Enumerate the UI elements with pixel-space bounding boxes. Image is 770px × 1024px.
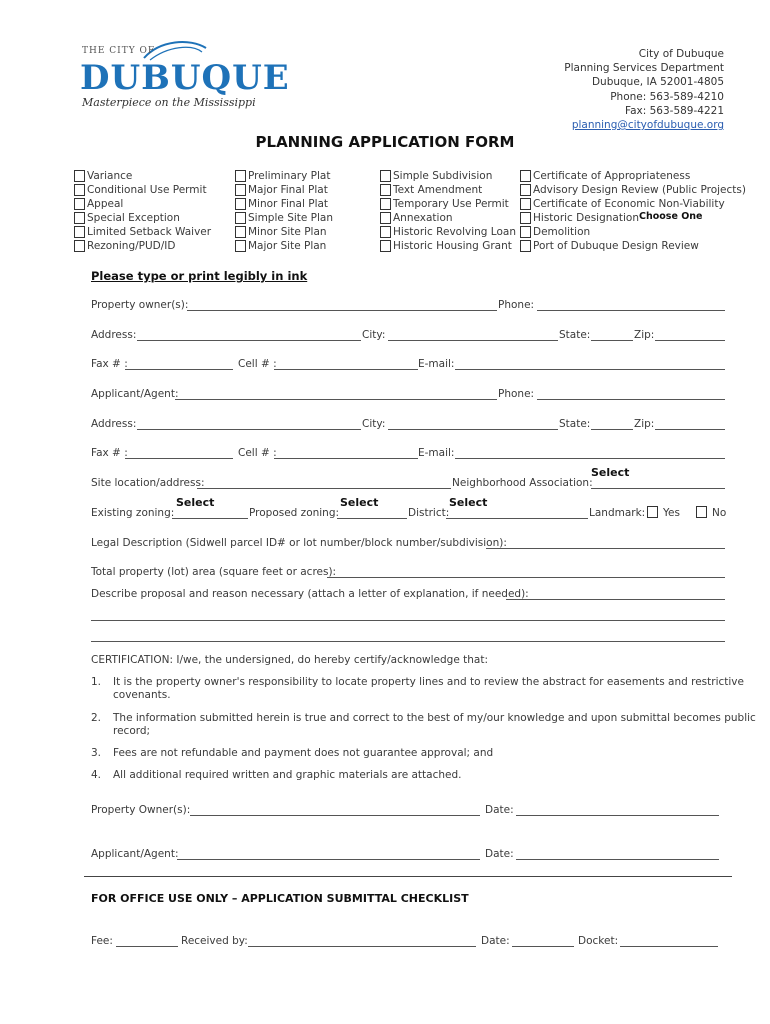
input-applicant-email[interactable] <box>455 458 725 459</box>
checkbox-historic-housing-grant[interactable] <box>380 240 391 252</box>
label-minor-site-plan: Minor Site Plan <box>248 226 327 238</box>
cert-item-2-num: 2. <box>91 712 102 724</box>
logo-name: DUBUQUE <box>80 58 290 98</box>
cert-item-1-line1: It is the property owner's responsibility to locate property lines and to review the abstract for easements and restrictive <box>113 676 744 688</box>
label-applicant: Applicant/Agent: <box>91 388 179 400</box>
checkbox-landmark-yes[interactable] <box>647 506 658 518</box>
input-property-owners[interactable] <box>187 310 497 311</box>
historic-designation-select[interactable]: Choose One <box>639 211 703 222</box>
label-applicant-fax: Fax # : <box>91 447 128 459</box>
cert-item-3-num: 3. <box>91 747 102 759</box>
label-neighborhood-association: Neighborhood Association: <box>452 477 593 489</box>
input-existing-zoning[interactable] <box>172 518 248 519</box>
dept-fax: Fax: 563-589-4221 <box>625 104 724 117</box>
logo-tagline: Masterpiece on the Mississippi <box>82 96 256 109</box>
input-describe-line-2[interactable] <box>91 620 725 621</box>
input-owner-city[interactable] <box>388 340 558 341</box>
label-sig-applicant-date: Date: <box>485 848 514 860</box>
input-applicant-phone[interactable] <box>537 399 725 400</box>
checkbox-annexation[interactable] <box>380 212 391 224</box>
checkbox-demolition[interactable] <box>520 226 531 238</box>
label-proposed-zoning: Proposed zoning: <box>249 507 340 519</box>
label-owner-address: Address: <box>91 329 137 341</box>
label-conditional-use-permit: Conditional Use Permit <box>87 184 207 196</box>
label-historic-revolving-loan: Historic Revolving Loan <box>393 226 516 238</box>
label-total-area: Total property (lot) area (square feet or acres): <box>91 566 337 578</box>
label-certificate-economic-non-viability: Certificate of Economic Non-Viability <box>533 198 725 210</box>
label-major-final-plat: Major Final Plat <box>248 184 328 196</box>
cert-item-1-num: 1. <box>91 676 102 688</box>
label-owner-phone: Phone: <box>498 299 535 311</box>
label-legal-description: Legal Description (Sidwell parcel ID# or lot number/block number/subdivision): <box>91 537 507 549</box>
input-owner-cell[interactable] <box>274 369 418 370</box>
checkbox-variance[interactable] <box>74 170 85 182</box>
checkbox-major-site-plan[interactable] <box>235 240 246 252</box>
label-applicant-address: Address: <box>91 418 137 430</box>
label-sig-applicant: Applicant/Agent: <box>91 848 179 860</box>
label-site-location: Site location/address: <box>91 477 205 489</box>
input-sig-applicant[interactable] <box>177 859 480 860</box>
checkbox-major-final-plat[interactable] <box>235 184 246 196</box>
label-owner-zip: Zip: <box>634 329 655 341</box>
checkbox-appeal[interactable] <box>74 198 85 210</box>
cert-item-4-line1: All additional required written and graphic materials are attached. <box>113 769 462 781</box>
label-preliminary-plat: Preliminary Plat <box>248 170 331 182</box>
dept-phone: Phone: 563-589-4210 <box>610 90 724 103</box>
input-owner-zip[interactable] <box>655 340 725 341</box>
input-district[interactable] <box>446 518 588 519</box>
input-sig-applicant-date[interactable] <box>516 859 719 860</box>
label-landmark: Landmark: <box>589 507 646 519</box>
checkbox-conditional-use-permit[interactable] <box>74 184 85 196</box>
cert-item-2-line1: The information submitted herein is true and correct to the best of my/our knowledge and upon submittal becomes public <box>113 712 756 724</box>
dept-line3: Dubuque, IA 52001-4805 <box>591 76 724 89</box>
label-office-date: Date: <box>481 935 510 947</box>
department-contact <box>564 47 724 132</box>
label-appeal: Appeal <box>87 198 124 210</box>
checkbox-historic-revolving-loan[interactable] <box>380 226 391 238</box>
certification-heading: CERTIFICATION: I/we, the undersigned, do hereby certify/acknowledge that: <box>91 654 489 666</box>
checkbox-minor-final-plat[interactable] <box>235 198 246 210</box>
label-district: District: <box>408 507 450 519</box>
label-sig-property-owner: Property Owner(s): <box>91 804 191 816</box>
label-rezoning: Rezoning/PUD/ID <box>87 240 176 252</box>
proposed-zoning-select[interactable]: Select <box>340 496 379 509</box>
input-proposed-zoning[interactable] <box>337 518 407 519</box>
input-owner-state[interactable] <box>591 340 633 341</box>
form-title: PLANNING APPLICATION FORM <box>255 133 515 151</box>
input-office-date[interactable] <box>512 946 574 947</box>
label-existing-zoning: Existing zoning: <box>91 507 175 519</box>
neighborhood-select[interactable]: Select <box>591 466 630 479</box>
label-applicant-phone: Phone: <box>498 388 535 400</box>
checkbox-limited-setback-waiver[interactable] <box>74 226 85 238</box>
dept-line1: City of Dubuque <box>638 48 724 60</box>
checkbox-certificate-economic-non-viability[interactable] <box>520 198 531 210</box>
input-applicant-address[interactable] <box>137 429 361 430</box>
checkbox-simple-subdivision[interactable] <box>380 170 391 182</box>
label-owner-city: City: <box>362 329 386 341</box>
input-applicant-fax[interactable] <box>125 458 233 459</box>
input-describe-proposal[interactable] <box>506 599 725 600</box>
office-heading: FOR OFFICE USE ONLY – APPLICATION SUBMITTAL CHECKLIST <box>91 892 469 905</box>
input-fee[interactable] <box>116 946 178 947</box>
input-applicant-zip[interactable] <box>655 429 725 430</box>
cert-item-2-line2: record; <box>113 725 151 737</box>
checkbox-certificate-of-appropriateness[interactable] <box>520 170 531 182</box>
label-applicant-city: City: <box>362 418 386 430</box>
label-advisory-design-review: Advisory Design Review (Public Projects) <box>533 184 746 196</box>
label-simple-subdivision: Simple Subdivision <box>393 170 493 182</box>
label-major-site-plan: Major Site Plan <box>248 240 327 252</box>
label-property-owners: Property owner(s): <box>91 299 189 311</box>
input-sig-property-owner[interactable] <box>190 815 480 816</box>
label-owner-email: E-mail: <box>418 358 455 370</box>
label-owner-state: State: <box>559 329 591 341</box>
label-landmark-no: No <box>712 507 727 519</box>
label-received-by: Received by: <box>181 935 248 947</box>
checkbox-preliminary-plat[interactable] <box>235 170 246 182</box>
input-owner-fax[interactable] <box>125 369 233 370</box>
dept-email-link[interactable]: planning@cityofdubuque.org <box>571 119 724 132</box>
label-certificate-of-appropriateness: Certificate of Appropriateness <box>533 170 691 182</box>
checkbox-rezoning[interactable] <box>74 240 85 252</box>
input-applicant-state[interactable] <box>591 429 633 430</box>
input-applicant-city[interactable] <box>388 429 558 430</box>
checkbox-text-amendment[interactable] <box>380 184 391 196</box>
input-sig-owner-date[interactable] <box>516 815 719 816</box>
label-simple-site-plan: Simple Site Plan <box>248 212 334 224</box>
checkbox-simple-site-plan[interactable] <box>235 212 246 224</box>
label-variance: Variance <box>87 170 133 182</box>
label-applicant-cell: Cell # : <box>238 447 277 459</box>
label-annexation: Annexation <box>393 212 453 224</box>
label-special-exception: Special Exception <box>87 212 180 224</box>
label-port-of-dubuque-design-review: Port of Dubuque Design Review <box>533 240 699 252</box>
checkbox-special-exception[interactable] <box>74 212 85 224</box>
label-historic-housing-grant: Historic Housing Grant <box>393 240 512 252</box>
input-owner-address[interactable] <box>137 340 361 341</box>
existing-zoning-select[interactable]: Select <box>176 496 215 509</box>
cert-item-1-line2: covenants. <box>113 689 171 701</box>
cert-item-4-num: 4. <box>91 769 102 781</box>
label-historic-designation: Historic Designation <box>533 212 639 224</box>
input-neighborhood-association[interactable] <box>591 488 725 489</box>
label-minor-final-plat: Minor Final Plat <box>248 198 329 210</box>
district-select[interactable]: Select <box>449 496 488 509</box>
label-text-amendment: Text Amendment <box>393 184 483 196</box>
input-owner-email[interactable] <box>455 369 725 370</box>
label-owner-fax: Fax # : <box>91 358 128 370</box>
checkbox-advisory-design-review[interactable] <box>520 184 531 196</box>
checkbox-historic-designation[interactable] <box>520 212 531 224</box>
checkbox-port-of-dubuque-design-review[interactable] <box>520 240 531 252</box>
label-applicant-email: E-mail: <box>418 447 455 459</box>
label-docket: Docket: <box>578 935 619 947</box>
label-owner-cell: Cell # : <box>238 358 277 370</box>
label-demolition: Demolition <box>533 226 591 238</box>
input-applicant[interactable] <box>175 399 497 400</box>
input-received-by[interactable] <box>248 946 476 947</box>
label-sig-owner-date: Date: <box>485 804 514 816</box>
input-site-location[interactable] <box>197 488 451 489</box>
label-describe-proposal: Describe proposal and reason necessary (attach a letter of explanation, if needed): <box>91 588 529 600</box>
cert-item-3-line1: Fees are not refundable and payment does not guarantee approval; and <box>113 747 494 759</box>
label-applicant-zip: Zip: <box>634 418 655 430</box>
label-applicant-state: State: <box>559 418 591 430</box>
label-landmark-yes: Yes <box>663 507 680 519</box>
input-legal-description[interactable] <box>486 548 725 549</box>
checkbox-minor-site-plan[interactable] <box>235 226 246 238</box>
label-limited-setback-waiver: Limited Setback Waiver <box>87 226 212 238</box>
dept-line2: Planning Services Department <box>564 62 724 75</box>
label-temporary-use-permit: Temporary Use Permit <box>393 198 509 210</box>
checkbox-temporary-use-permit[interactable] <box>380 198 391 210</box>
logo-the-city-of: THE CITY OF <box>82 46 156 56</box>
input-owner-phone[interactable] <box>537 310 725 311</box>
checkbox-landmark-no[interactable] <box>696 506 707 518</box>
office-divider <box>84 876 732 877</box>
input-total-area[interactable] <box>327 577 725 578</box>
input-applicant-cell[interactable] <box>274 458 418 459</box>
input-docket[interactable] <box>620 946 718 947</box>
input-describe-line-3[interactable] <box>91 641 725 642</box>
instruction-heading: Please type or print legibly in ink <box>91 269 308 283</box>
label-fee: Fee: <box>91 935 113 947</box>
